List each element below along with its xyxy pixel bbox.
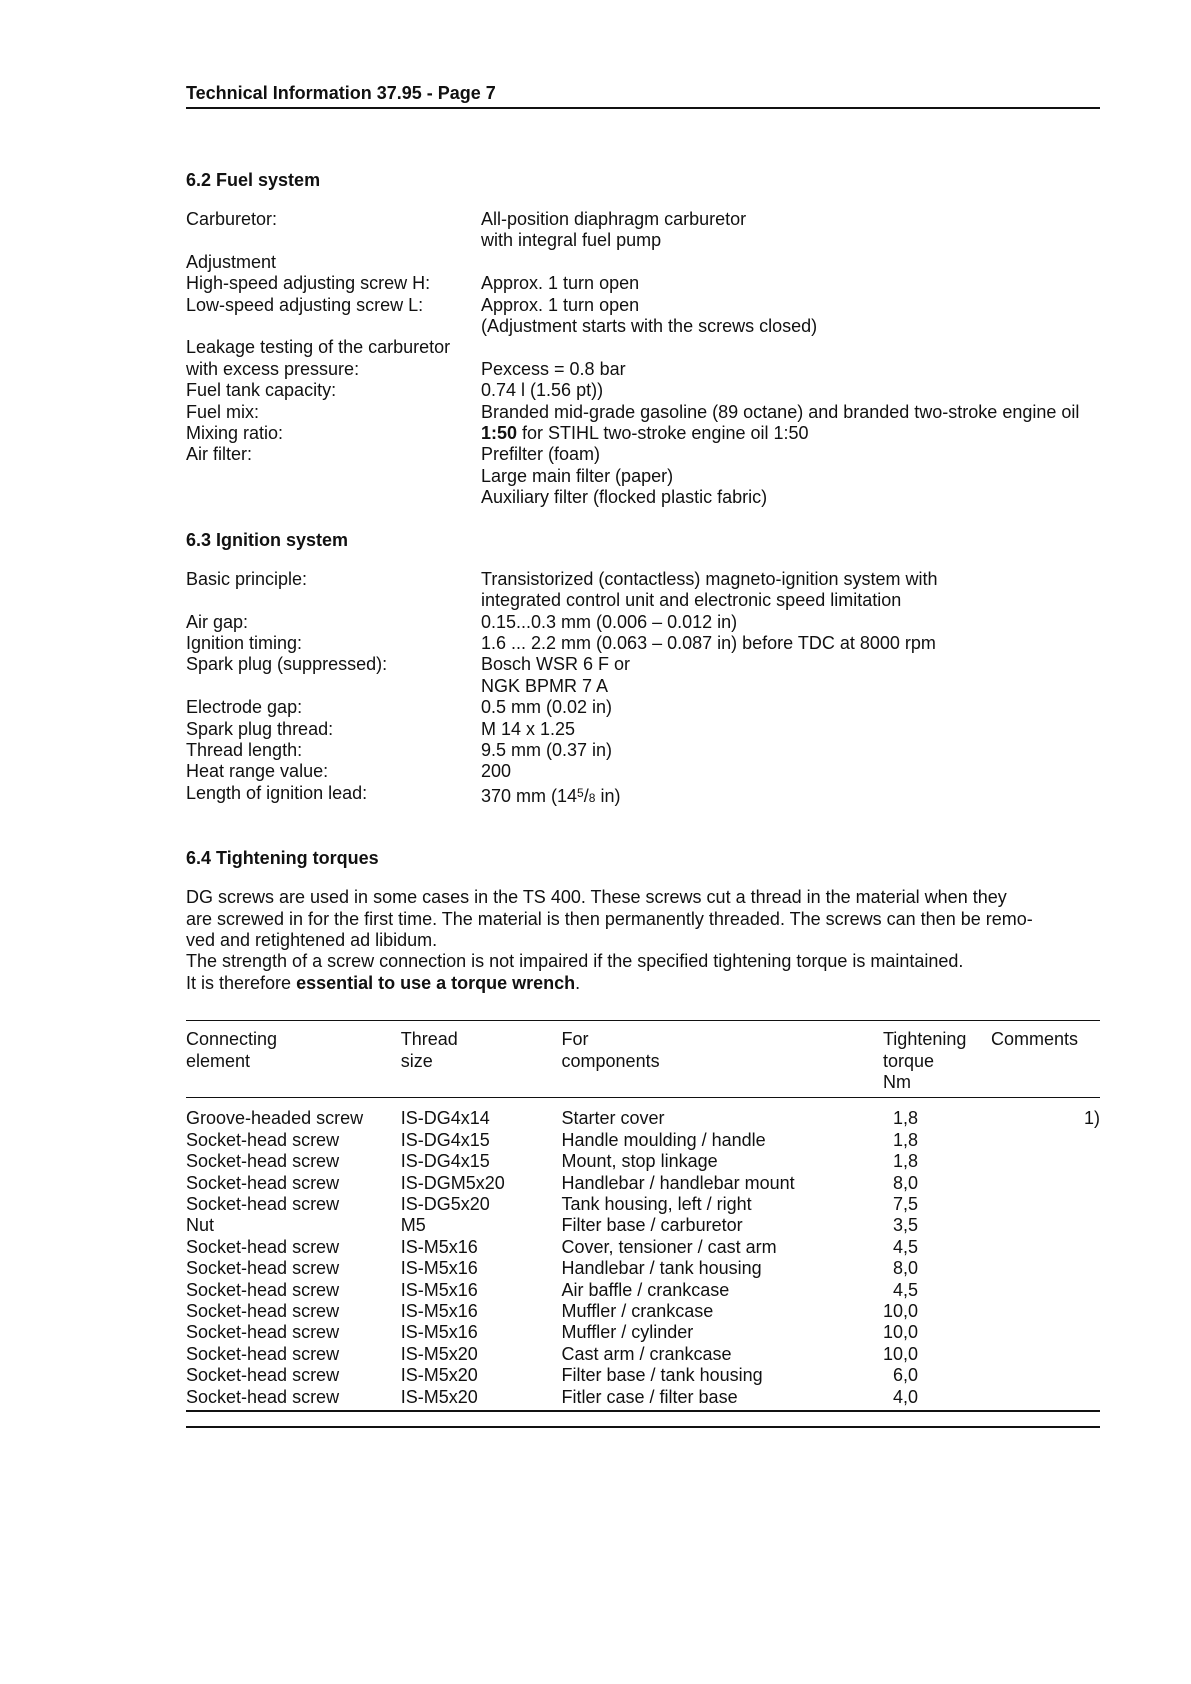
components-cell: Filter base / tank housing [561,1365,763,1386]
connecting-element-cell: Socket-head screw [186,1129,340,1150]
torque-cell: 8,0 [893,1258,919,1279]
spec-row [186,359,1100,380]
spec-row [186,466,1100,487]
ignition-system-section [186,529,1100,809]
comments-cell [991,1258,1100,1279]
spec-label: Length of ignition lead: [186,782,368,803]
spec-row [186,230,1100,251]
torque-cell: 1,8 [893,1129,919,1150]
spec-value: M 14 x 1.25 [481,718,576,739]
table-row [186,1194,1100,1215]
comments-cell: 1) [1083,1108,1100,1129]
table-row [186,1173,1100,1194]
spec-label: Leakage testing of the carburetor [186,337,451,358]
emphasis: essential to use a torque wrench [296,972,576,993]
connecting-element-cell: Nut [186,1215,215,1236]
spec-value: Auxiliary filter (flocked plastic fabric) [481,487,768,508]
spec-value: NGK BPMR 7 A [481,675,609,696]
table-bottom-rule [186,1426,1100,1428]
spec-row [186,590,1100,611]
spec-label: with excess pressure: [186,358,360,379]
spec-row [186,761,1100,782]
spec-value: All-position diaphragm carburetor [481,209,747,229]
components-cell: Cover, tensioner / cast arm [561,1236,777,1257]
spec-value: (Adjustment starts with the screws closed) [481,316,818,337]
torque-cell: 1,8 [893,1108,919,1129]
spec-value: 370 mm ($14^5/8$ in) [481,785,621,806]
components-cell: Handle moulding / handle [561,1129,766,1150]
connecting-element-cell: Socket-head screw [186,1365,340,1386]
spec-label: Basic principle: [186,568,308,589]
spec-value: Branded mid-grade gasoline (89 octane) and branded two-stroke engine oil [481,401,1080,422]
thread-size-cell: IS-DG5x20 [400,1194,490,1215]
spec-row [186,654,1100,675]
connecting-element-cell: Socket-head screw [186,1279,340,1300]
thread-size-cell: IS-DGM5x20 [400,1172,505,1193]
spec-row [186,740,1100,761]
spec-row [186,337,1100,358]
connecting-element-cell: Socket-head screw [186,1172,340,1193]
thread-size-cell: IS-M5x20 [400,1386,478,1407]
tightening-torques-section [186,847,1100,1428]
spec-label: Ignition timing: [186,632,303,653]
table-row [186,1258,1100,1279]
thread-size-cell: IS-DG4x14 [400,1108,490,1129]
table-header-row [186,1021,1100,1098]
section-title: 6.2 Fuel system [186,170,321,190]
comments-cell [991,1194,1100,1215]
thread-size-cell: IS-M5x20 [400,1343,478,1364]
spec-label: Electrode gap: [186,697,303,718]
components-cell: Filter base / carburetor [561,1215,743,1236]
spec-value: 1.6 ... 2.2 mm (0.063 – 0.087 in) before TDC at 8000 rpm [481,632,936,653]
components-cell: Fitler case / filter base [561,1386,738,1407]
connecting-element-cell: Socket-head screw [186,1386,340,1407]
table-row [186,1387,1100,1411]
spec-value: Approx. 1 turn open [481,273,640,294]
thread-size-cell: IS-M5x16 [400,1301,478,1322]
torque-table [186,1020,1100,1412]
section-title: 6.4 Tightening torques [186,848,379,869]
connecting-element-cell: Socket-head screw [186,1194,340,1215]
spec-value: 0.5 mm (0.02 in) [481,697,613,718]
spec-row [186,569,1100,590]
components-cell: Mount, stop linkage [561,1151,718,1172]
connecting-element-cell: Socket-head screw [186,1322,340,1343]
connecting-element-cell: Groove-headed screw [186,1108,364,1129]
table-row [186,1237,1100,1258]
spec-label: Air filter: [186,444,253,465]
connecting-element-cell: Socket-head screw [186,1301,340,1322]
ratio-rest: for STIHL two-stroke engine oil 1:50 [517,423,809,444]
components-cell: Handlebar / handlebar mount [561,1172,795,1193]
intro-paragraph: DG screws are used in some cases in the TS 400. These screws cut a thread in the material when they are screwed in for the first time. The material is then permanently threaded. The screws can then be remo- ved and retightened ad libidum. The strength of a screw connection is not impaired if the specified tightening torque is maintained. It is therefore essential to use a torque wrench. [186,887,1033,993]
spec-value: Large main filter (paper) [481,465,674,486]
spec-row [186,444,1100,465]
comments-cell [991,1173,1100,1194]
comments-cell [991,1365,1100,1386]
table-row [186,1215,1100,1236]
thread-size-cell: IS-M5x16 [400,1279,478,1300]
column-header: For components [561,1029,660,1071]
spec-value: Pexcess = 0.8 bar [481,358,626,379]
spec-value: integrated control unit and electronic speed limitation [481,590,902,611]
table-row [186,1280,1100,1301]
torque-cell: 10,0 [882,1343,919,1364]
comments-cell [991,1387,1100,1411]
column-header: Connecting element [186,1029,278,1071]
comments-cell [991,1280,1100,1301]
spec-label: Mixing ratio: [186,423,284,444]
table-row [186,1322,1100,1343]
spec-label: Air gap: [186,611,249,632]
spec-row [186,487,1100,508]
thread-size-cell: IS-M5x20 [400,1365,478,1386]
spec-value: Transistorized (contactless) magneto-ignition system with [481,568,938,589]
table-body [186,1098,1100,1411]
comments-cell [991,1151,1100,1172]
torque-cell: 4,5 [893,1236,919,1257]
thread-size-cell: IS-M5x16 [400,1322,478,1343]
spec-label: Heat range value: [186,761,329,782]
spec-row [186,783,1100,809]
section-title: 6.3 Ignition system [186,529,349,550]
spec-value: 0.15...0.3 mm (0.006 – 0.012 in) [481,611,738,632]
spec-value: with integral fuel pump [481,230,662,251]
comments-cell [991,1322,1100,1343]
thread-size-cell: IS-DG4x15 [400,1151,490,1172]
fraction-numerator: 5 [577,785,584,800]
components-cell: Starter cover [561,1108,665,1129]
spec-label: Fuel mix: [186,401,260,422]
table-row [186,1151,1100,1172]
page-header: Technical Information 37.95 - Page 7 [186,82,1100,109]
comments-cell [991,1301,1100,1322]
spec-row [186,633,1100,654]
components-cell: Muffler / crankcase [561,1301,714,1322]
torque-cell: 4,5 [893,1279,919,1300]
torque-cell: 8,0 [893,1172,919,1193]
thread-size-cell: IS-DG4x15 [400,1129,490,1150]
table-row [186,1344,1100,1365]
spec-value: Approx. 1 turn open [481,294,640,315]
column-header: Comments [991,1029,1079,1050]
fraction-denominator: 8 [588,790,596,805]
spec-row [186,295,1100,316]
torque-cell: 1,8 [893,1151,919,1172]
spec-row [186,380,1100,401]
spec-label: Thread length: [186,739,303,760]
thread-size-cell: M5 [400,1215,426,1236]
spec-row [186,676,1100,697]
torque-cell: 10,0 [882,1301,919,1322]
spec-row [186,423,1100,444]
spec-row [186,402,1100,423]
spec-label: Fuel tank capacity: [186,380,337,401]
thread-size-cell: IS-M5x16 [400,1258,478,1279]
spec-value: 0.74 l (1.56 pt)) [481,380,604,401]
comments-cell [991,1237,1100,1258]
components-cell: Cast arm / crankcase [561,1343,732,1364]
connecting-element-cell: Socket-head screw [186,1343,340,1364]
spec-row [186,316,1100,337]
spec-value: Bosch WSR 6 F or [481,654,631,675]
document-page [186,82,1100,1428]
torque-cell: 4,0 [893,1386,919,1407]
spec-row [186,252,1100,273]
spec-value [481,423,1100,444]
thread-size-cell: IS-M5x16 [400,1236,478,1257]
table-row [186,1365,1100,1386]
spec-label: Carburetor: [186,209,278,229]
table-row [186,1130,1100,1151]
spec-label: Spark plug (suppressed): [186,654,388,675]
components-cell: Handlebar / tank housing [561,1258,762,1279]
spec-value: Prefilter (foam) [481,444,601,465]
comments-cell [991,1130,1100,1151]
spec-label: Low-speed adjusting screw L: [186,294,424,315]
spec-row [186,719,1100,740]
components-cell: Muffler / cylinder [561,1322,694,1343]
spec-value: 9.5 mm (0.37 in) [481,739,613,760]
comments-cell [991,1344,1100,1365]
table-row [186,1098,1100,1130]
spec-label: Spark plug thread: [186,718,334,739]
torque-cell: 6,0 [893,1365,919,1386]
spec-row [186,209,1100,230]
spec-row [186,273,1100,294]
spec-value: 200 [481,761,512,782]
column-header: Tightening torque Nm [882,1029,967,1092]
spec-label: High-speed adjusting screw H: [186,273,431,294]
comments-cell [991,1215,1100,1236]
torque-cell: 7,5 [893,1194,919,1215]
components-cell: Air baffle / crankcase [561,1279,730,1300]
connecting-element-cell: Socket-head screw [186,1258,340,1279]
table-row [186,1301,1100,1322]
column-header: Thread size [400,1029,458,1071]
spec-row [186,612,1100,633]
connecting-element-cell: Socket-head screw [186,1236,340,1257]
ratio-bold: 1:50 [481,423,518,444]
fuel-system-section [186,169,1100,509]
spec-row [186,697,1100,718]
torque-cell: 10,0 [882,1322,919,1343]
components-cell: Tank housing, left / right [561,1194,752,1215]
spec-label: Adjustment [186,251,277,272]
connecting-element-cell: Socket-head screw [186,1151,340,1172]
torque-cell: 3,5 [893,1215,919,1236]
